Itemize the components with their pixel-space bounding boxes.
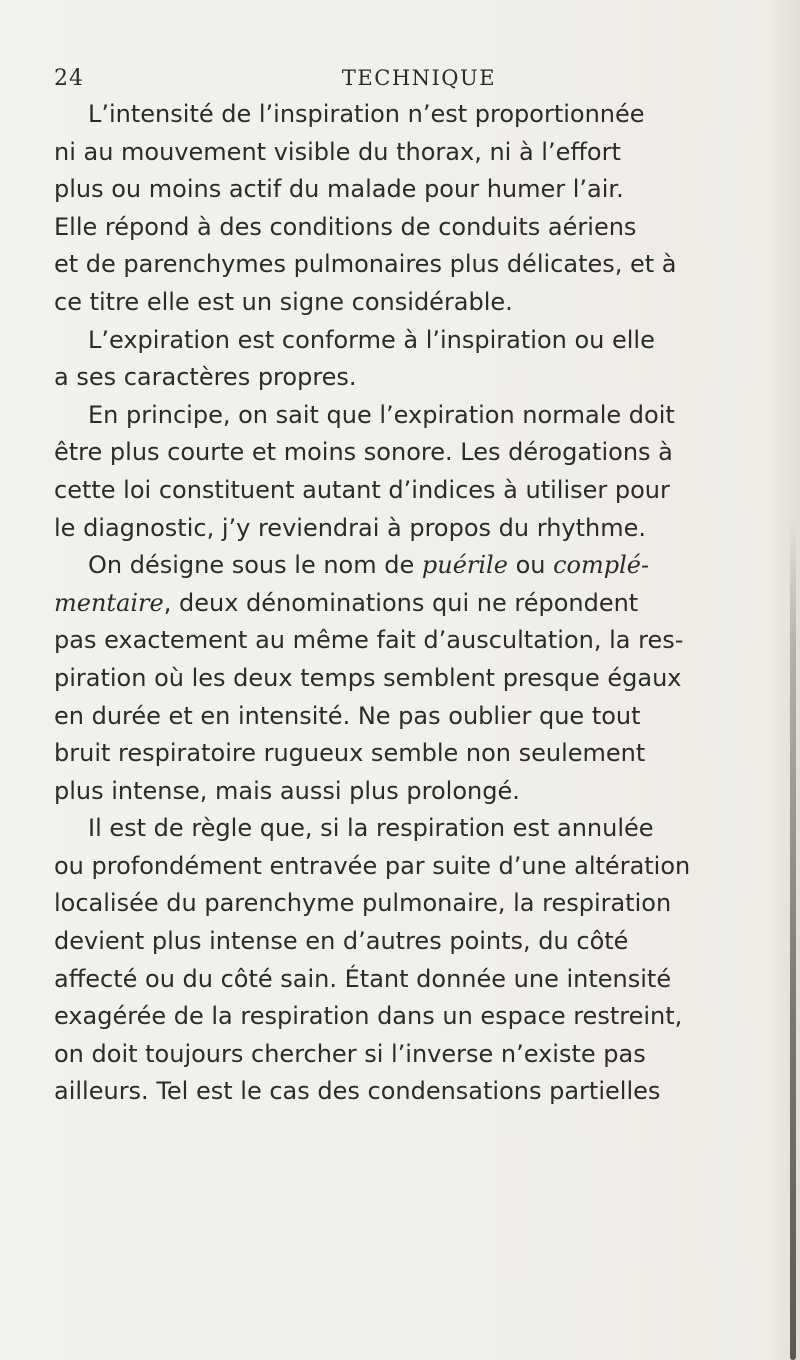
paragraph-line: devient plus intense en d’autres points, du côté [54,927,629,956]
paragraph-line: ni au mouvement visible du thorax, ni à l’effort [54,137,621,166]
paragraph-line: exagérée de la respiration dans un espace restreint, [54,1002,683,1031]
paragraph-line: plus intense, mais aussi plus prolongé. [54,776,520,805]
paragraph-line: piration où les deux temps semblent presque égaux [54,663,682,692]
running-head: TECHNIQUE [341,66,497,90]
paragraph-line: cette loi constituent autant d’indices à utiliser pour [54,475,670,504]
paragraph-line: En principe, on sait que l’expiration normale doit [88,400,675,429]
italic-term: complé- [553,551,650,580]
text-run: ou [507,551,554,580]
paragraph-line: Elle répond à des conditions de conduits aériens [54,212,637,241]
paragraph-line: ou profondément entravée par suite d’une altération [54,851,691,880]
paragraph-line: être plus courte et moins sonore. Les dérogations à [54,438,673,467]
paragraph-line: et de parenchymes pulmonaires plus délicates, et à [54,250,677,279]
paragraph-line: a ses caractères propres. [54,363,357,392]
paragraph-line: en durée et en intensité. Ne pas oublier que tout [54,701,641,730]
paragraph-line: pas exactement au même fait d’auscultation, la res- [54,626,684,655]
paragraph-line: le diagnostic, j’y reviendrai à propos du rhythme. [54,513,646,542]
text-run: , deux dénominations qui ne répondent [163,588,639,617]
body-text [54,96,786,1111]
page-number: 24 [54,66,84,91]
paragraph-line: ailleurs. Tel est le cas des condensations partielles [54,1077,661,1106]
paragraph-line: L’expiration est conforme à l’inspiration ou elle [88,325,655,354]
paragraph-line: affecté ou du côté sain. Étant donnée une intensité [54,964,672,993]
italic-term: puérile [421,551,508,580]
paragraph-line: bruit respiratoire rugueux semble non seulement [54,739,646,768]
paragraph-line: localisée du parenchyme pulmonaire, la respiration [54,889,672,918]
text-run: On désigne sous le nom de [88,551,422,580]
page-edge-shadow [790,520,796,1360]
page-header [54,66,724,96]
paragraph-line: Il est de règle que, si la respiration est annulée [88,814,654,843]
paragraph-line [54,547,786,585]
paragraph-line [54,585,786,623]
paragraph-line: ce titre elle est un signe considérable. [54,287,513,316]
paragraph-line: L’intensité de l’inspiration n’est proportionnée [88,100,645,128]
paragraph-line: on doit toujours chercher si l’inverse n’existe pas [54,1039,646,1068]
paragraph-line: plus ou moins actif du malade pour humer l’air. [54,175,624,204]
italic-term: mentaire [54,588,164,617]
